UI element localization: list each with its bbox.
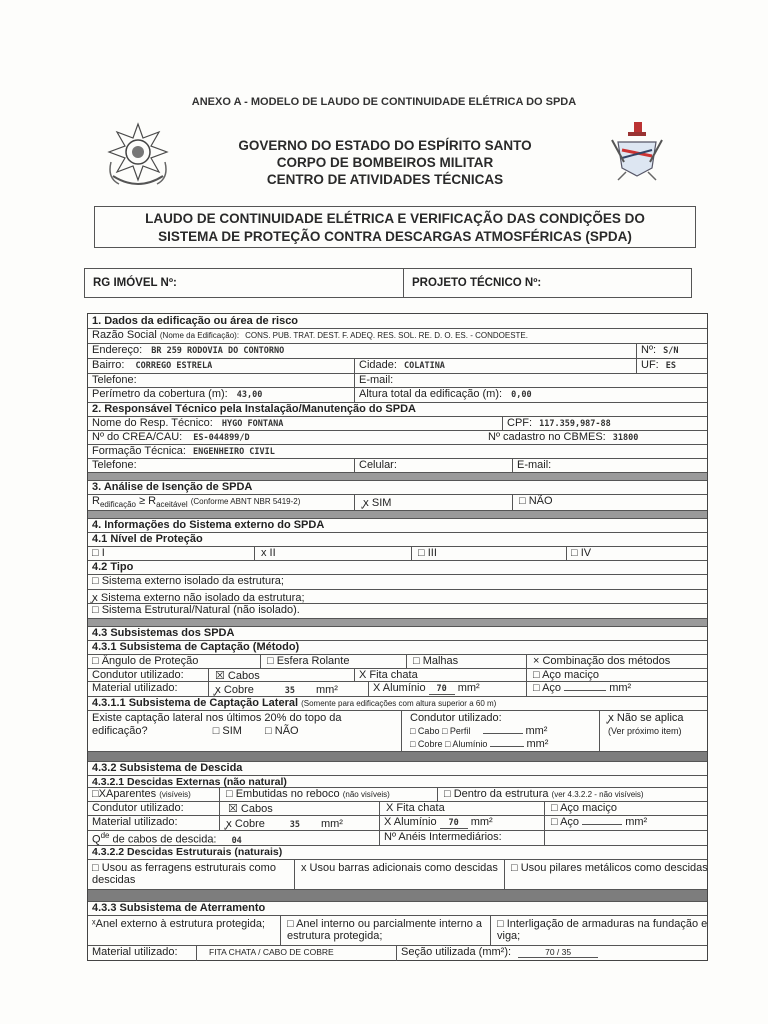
captacao-cobre-value: 35 bbox=[267, 686, 313, 696]
lateral-aluminio-unit: mm² bbox=[526, 738, 549, 750]
lateral-cabo-checkbox[interactable]: □ Cabo bbox=[410, 726, 440, 736]
condutor-captacao-row bbox=[88, 669, 707, 682]
isencao-formula bbox=[88, 495, 354, 510]
angulo-checkbox[interactable] bbox=[88, 655, 260, 668]
anel-externo-checkbox[interactable] bbox=[88, 916, 280, 945]
section2-title: 2. Responsável Técnico pela Instalação/Manutenção do SPDA bbox=[92, 403, 416, 415]
r-edificacao-symbol: R bbox=[92, 495, 100, 507]
contato-resp-row bbox=[88, 459, 707, 473]
esfera-label: □ Esfera Rolante bbox=[267, 655, 350, 667]
razao-social-value: CONS. PUB. TRAT. DEST. F. ADEQ. RES. SOL. RE. D. O. ES. - CONDOESTE. bbox=[245, 331, 528, 340]
nivel-ii-label: x II bbox=[261, 547, 276, 559]
fire-brigade-emblem-icon bbox=[608, 120, 666, 182]
isencao-sim-checkbox[interactable] bbox=[354, 495, 512, 510]
anel-interno-checkbox[interactable] bbox=[280, 916, 490, 945]
razao-social-row[interactable] bbox=[88, 329, 707, 344]
resp-tecnico-field[interactable] bbox=[88, 417, 502, 430]
lateral-title: 4.3.1.1 Subsistema de Captação Lateral bbox=[92, 697, 299, 709]
descida-aluminio-field[interactable] bbox=[379, 816, 544, 830]
captacao-aluminio-value: 70 bbox=[429, 684, 455, 695]
cidade-value: COLATINA bbox=[403, 361, 445, 371]
captacao-aluminio-unit: mm² bbox=[457, 682, 480, 694]
nivel-options-row bbox=[88, 547, 707, 561]
lateral-question bbox=[88, 711, 401, 751]
bairro-label: Bairro: bbox=[92, 359, 125, 371]
aparentes-note: (visíveis) bbox=[159, 790, 191, 799]
anel-externo-mark-icon: ˣ bbox=[92, 918, 96, 930]
isencao-row bbox=[88, 495, 707, 511]
endereco-field[interactable] bbox=[88, 344, 636, 358]
descida-title: 4.3.2 Subsistema de Descida bbox=[92, 762, 243, 774]
descida-aluminio-value: 70 bbox=[440, 818, 468, 829]
section2-header bbox=[88, 403, 707, 417]
email-label: E-mail: bbox=[359, 374, 394, 386]
report-title-line2: SISTEMA DE PROTEÇÃO CONTRA DESCARGAS ATMOSFÉRICAS (SPDA) bbox=[158, 229, 632, 244]
state-coat-of-arms-icon bbox=[105, 122, 171, 192]
material-captacao-row bbox=[88, 682, 707, 697]
uf-value: ES bbox=[665, 361, 677, 371]
descida-cabos-label: ☒ Cabos bbox=[228, 803, 273, 815]
divider-bar bbox=[88, 619, 707, 627]
perimetro-row bbox=[88, 388, 707, 403]
razao-social-note: (Nome da Edificação): bbox=[159, 331, 240, 340]
lateral-sim-checkbox[interactable]: □ SIM bbox=[212, 725, 242, 737]
qde-rest-label: de cabos de descida: bbox=[109, 833, 217, 845]
crea-field[interactable] bbox=[88, 431, 484, 444]
condutor-descida-label: Condutor utilizado: bbox=[92, 802, 184, 814]
secao-field[interactable] bbox=[396, 946, 709, 961]
descida-aco-unit: mm² bbox=[625, 816, 648, 828]
qde-descida-field[interactable] bbox=[88, 831, 379, 845]
captacao-aco-unit: mm² bbox=[609, 682, 632, 694]
divider-bar bbox=[88, 473, 707, 481]
embutidas-label: □ Embutidas no reboco bbox=[226, 788, 340, 800]
lateral-note: (Somente para edificações com altura superior a 60 m) bbox=[301, 699, 497, 708]
nivel-protecao-title: 4.1 Nível de Proteção bbox=[92, 533, 203, 545]
estruturais-row bbox=[88, 860, 707, 890]
resp-telefone-label: Telefone: bbox=[92, 459, 137, 471]
crea-label: Nº do CREA/CAU: bbox=[92, 431, 183, 443]
isencao-note: (Conforme ABNT NBR 5419-2) bbox=[190, 497, 301, 506]
descida-fita-label: X Fita chata bbox=[386, 802, 445, 814]
perimetro-field[interactable] bbox=[88, 388, 354, 402]
material-aterramento-value: FITA CHATA / CABO DE COBRE bbox=[209, 947, 334, 957]
altura-field[interactable] bbox=[354, 388, 709, 402]
section1-header bbox=[88, 314, 707, 329]
lateral-perfil-blank bbox=[483, 733, 523, 734]
resp-celular-label: Celular: bbox=[359, 459, 397, 471]
section4-header bbox=[88, 519, 707, 533]
material-aterramento-field[interactable] bbox=[196, 946, 396, 961]
captacao-header bbox=[88, 641, 707, 655]
isencao-nao-label: □ NÃO bbox=[519, 495, 553, 507]
resp-telefone-field[interactable] bbox=[88, 459, 354, 472]
embutidas-checkbox[interactable] bbox=[219, 788, 437, 801]
divider-bar bbox=[88, 511, 707, 519]
descida-aluminio-unit: mm² bbox=[470, 816, 493, 828]
crea-row bbox=[88, 431, 707, 445]
tipo-header bbox=[88, 561, 707, 575]
captacao-cobre-field[interactable] bbox=[208, 682, 368, 696]
descidas-estruturais-header bbox=[88, 846, 707, 860]
captacao-aco-label: □ Aço bbox=[533, 682, 562, 694]
aneis-field[interactable] bbox=[379, 831, 544, 845]
perimetro-value: 43,00 bbox=[236, 390, 263, 400]
lateral-perfil-checkbox[interactable]: □ Perfil bbox=[441, 726, 471, 736]
material-captacao-label: Material utilizado: bbox=[92, 682, 178, 694]
cpf-label: CPF: bbox=[507, 417, 533, 429]
gov-line-corps: CORPO DE BOMBEIROS MILITAR bbox=[276, 155, 494, 170]
nao-se-aplica-checkbox[interactable] bbox=[599, 711, 709, 751]
aterramento-row bbox=[88, 916, 707, 946]
lateral-condutor bbox=[401, 711, 599, 751]
descida-cobre-value: 35 bbox=[272, 820, 318, 830]
uf-label: UF: bbox=[641, 359, 659, 371]
combinacao-label: × Combinação dos métodos bbox=[533, 655, 671, 667]
combinacao-checkbox[interactable] bbox=[526, 655, 709, 668]
descida-aco-macico-label: □ Aço maciço bbox=[551, 802, 617, 814]
telefone-label: Telefone: bbox=[92, 374, 137, 386]
gov-line-state: GOVERNO DO ESTADO DO ESPÍRITO SANTO bbox=[238, 138, 532, 153]
lateral-aluminio-checkbox[interactable]: □ Alumínio bbox=[444, 739, 488, 749]
resp-tecnico-value: HYGO FONTANA bbox=[221, 419, 284, 429]
cbmes-value: 31800 bbox=[612, 433, 639, 443]
aterramento-header bbox=[88, 902, 707, 916]
descida-aco-macico-checkbox[interactable] bbox=[544, 802, 709, 815]
captacao-cabos-checkbox[interactable] bbox=[208, 669, 354, 681]
resp-email-label: E-mail: bbox=[517, 459, 552, 471]
r-edificacao-sub: edificação bbox=[99, 500, 136, 510]
tipo-title: 4.2 Tipo bbox=[92, 561, 134, 573]
anel-interno-label: □ Anel interno ou parcialmente interno a estrutura protegida; bbox=[287, 918, 482, 942]
lateral-perfil-unit: mm² bbox=[525, 725, 548, 737]
divider-bar bbox=[88, 890, 707, 902]
annex-title: ANEXO A - MODELO DE LAUDO DE CONTINUIDADE ELÉTRICA DO SPDA bbox=[191, 96, 577, 108]
cbmes-field[interactable] bbox=[484, 431, 709, 444]
captacao-cobre-label: ꭙ Cobre bbox=[215, 684, 254, 696]
captacao-aco-field[interactable] bbox=[526, 682, 709, 696]
lateral-condutor-label: Condutor utilizado: bbox=[410, 712, 502, 724]
descida-aco-field[interactable] bbox=[544, 816, 709, 830]
dentro-estrutura-checkbox[interactable] bbox=[437, 788, 709, 801]
descida-cobre-label: ꭙ Cobre bbox=[226, 818, 265, 830]
lateral-cobre-checkbox[interactable]: □ Cobre bbox=[410, 739, 443, 749]
tipo-1-label: □ Sistema externo isolado da estrutura; bbox=[92, 575, 284, 587]
nivel-i-label: □ I bbox=[92, 547, 105, 559]
numero-field[interactable] bbox=[636, 344, 709, 358]
nivel-header bbox=[88, 533, 707, 547]
material-descida-label: Material utilizado: bbox=[92, 816, 178, 828]
uf-field[interactable] bbox=[636, 359, 709, 373]
cpf-value: 117.359,987-88 bbox=[539, 419, 611, 429]
captacao-fita-checkbox[interactable] bbox=[354, 669, 526, 681]
cidade-field[interactable] bbox=[354, 359, 636, 373]
tipo-2-label: ꭙ Sistema externo não isolado da estrutura; bbox=[92, 592, 305, 603]
lateral-aluminio-blank bbox=[490, 746, 524, 747]
qde-label: Q bbox=[92, 833, 101, 845]
interligacao-checkbox[interactable] bbox=[490, 916, 709, 945]
isencao-nao-checkbox[interactable] bbox=[512, 495, 709, 510]
nivel-iv-checkbox[interactable] bbox=[566, 547, 709, 560]
formacao-value: ENGENHEIRO CIVIL bbox=[193, 447, 275, 457]
report-form bbox=[87, 313, 708, 961]
descida-fita-checkbox[interactable] bbox=[379, 802, 544, 815]
anel-externo-label: Anel externo à estrutura protegida; bbox=[95, 918, 265, 930]
endereco-value: BR 259 RODOVIA DO CONTORNO bbox=[151, 346, 285, 356]
qde-descida-row bbox=[88, 831, 707, 846]
numero-value: S/N bbox=[663, 346, 679, 356]
altura-value: 0,00 bbox=[511, 390, 532, 400]
condutor-captacao-label: Condutor utilizado: bbox=[92, 669, 184, 681]
secao-label: Seção utilizada (mm²): bbox=[401, 946, 512, 958]
ferragens-label: □ Usou as ferragens estruturais como descidas bbox=[92, 862, 276, 886]
lateral-nao-checkbox[interactable]: □ NÃO bbox=[265, 725, 299, 737]
rg-imovel-field[interactable] bbox=[85, 269, 404, 297]
aterramento-title: 4.3.3 Subsistema de Aterramento bbox=[92, 902, 266, 914]
qde-value: 04 bbox=[231, 835, 242, 845]
formacao-label: Formação Técnica: bbox=[92, 445, 186, 457]
nivel-ii-checkbox[interactable] bbox=[254, 547, 411, 560]
captacao-aco-blank bbox=[564, 690, 606, 691]
descida-tipo-row bbox=[88, 788, 707, 802]
tipo-3-label: □ Sistema Estrutural/Natural (não isolado). bbox=[92, 604, 300, 616]
projeto-tecnico-label: PROJETO TÉCNICO Nº: bbox=[412, 277, 542, 289]
captacao-fita-label: X Fita chata bbox=[359, 669, 418, 681]
projeto-tecnico-field[interactable] bbox=[404, 269, 691, 297]
descida-aco-label: □ Aço bbox=[551, 816, 580, 828]
esfera-checkbox[interactable] bbox=[260, 655, 406, 668]
lateral-header bbox=[88, 697, 707, 711]
nivel-iii-checkbox[interactable] bbox=[411, 547, 566, 560]
numero-label: Nº: bbox=[641, 344, 657, 356]
ferragens-checkbox[interactable] bbox=[88, 860, 294, 889]
material-aterramento-label: Material utilizado: bbox=[92, 946, 178, 958]
email-field[interactable] bbox=[354, 374, 709, 387]
material-aterramento-row bbox=[88, 946, 707, 961]
resp-tecnico-row bbox=[88, 417, 707, 431]
nao-se-aplica-label: ꭙ Não se aplica bbox=[608, 712, 684, 724]
cbmes-label: Nº cadastro no CBMES: bbox=[488, 431, 606, 443]
resp-tecnico-label: Nome do Resp. Técnico: bbox=[92, 417, 213, 429]
gov-line-center: CENTRO DE ATIVIDADES TÉCNICAS bbox=[266, 172, 504, 187]
perimetro-label: Perímetro da cobertura (m): bbox=[92, 388, 228, 400]
bairro-value: CORREGO ESTRELA bbox=[135, 361, 213, 371]
r-aceitavel-sub: aceitável bbox=[156, 500, 188, 510]
section3-header bbox=[88, 481, 707, 495]
descida-header bbox=[88, 762, 707, 776]
government-header bbox=[200, 137, 570, 188]
telefone-row bbox=[88, 374, 707, 388]
descida-aco-blank bbox=[582, 824, 622, 825]
report-title-box bbox=[94, 206, 696, 248]
endereco-label: Endereço: bbox=[92, 344, 143, 356]
razao-social-label: Razão Social bbox=[92, 329, 157, 341]
captacao-aco-macico-checkbox[interactable] bbox=[526, 669, 709, 681]
section3-title: 3. Análise de Isenção de SPDA bbox=[92, 481, 253, 493]
interligacao-label: □ Interligação de armaduras na fundação e viga; bbox=[497, 918, 708, 942]
cpf-field[interactable] bbox=[502, 417, 709, 430]
r-aceitavel-symbol: ≥ R bbox=[135, 495, 157, 507]
section1-title: 1. Dados da edificação ou área de risco bbox=[92, 315, 299, 327]
captacao-cobre-unit: mm² bbox=[315, 684, 338, 696]
altura-label: Altura total da edificação (m): bbox=[359, 388, 503, 400]
crea-value: ES-044899/D bbox=[193, 433, 250, 443]
captacao-aluminio-field[interactable] bbox=[368, 682, 526, 696]
divider-bar bbox=[88, 752, 707, 762]
captacao-cabos-label: ☒ Cabos bbox=[215, 670, 260, 681]
rg-imovel-label: RG IMÓVEL Nº: bbox=[93, 277, 177, 289]
resp-celular-field[interactable] bbox=[354, 459, 512, 472]
lateral-row bbox=[88, 711, 707, 752]
embutidas-note: (não visíveis) bbox=[342, 790, 390, 799]
descida-cobre-field[interactable] bbox=[219, 816, 379, 830]
barras-checkbox[interactable] bbox=[294, 860, 504, 889]
endereco-row bbox=[88, 344, 707, 359]
descida-cobre-unit: mm² bbox=[320, 818, 343, 830]
section4-title: 4. Informações do Sistema externo do SPDA bbox=[92, 519, 325, 531]
lateral-question-line1: Existe captação lateral nos últimos 20% do topo da bbox=[92, 712, 342, 724]
section43-title: 4.3 Subsistemas dos SPDA bbox=[92, 627, 235, 639]
telefone-field[interactable] bbox=[88, 374, 354, 387]
nivel-iii-label: □ III bbox=[418, 547, 437, 559]
resp-email-field[interactable] bbox=[512, 459, 709, 472]
barras-label: x Usou barras adicionais como descidas bbox=[301, 862, 498, 874]
ver-proximo-item: (Ver próximo item) bbox=[608, 726, 682, 736]
tipo-1-checkbox[interactable] bbox=[88, 575, 707, 590]
tipo-2-checkbox[interactable] bbox=[88, 590, 707, 604]
dentro-estrutura-label: □ Dentro da estrutura bbox=[444, 788, 549, 800]
bairro-row bbox=[88, 359, 707, 374]
nivel-i-checkbox[interactable] bbox=[88, 547, 254, 560]
formacao-row[interactable] bbox=[88, 445, 707, 459]
captacao-aluminio-label: X Alumínio bbox=[373, 682, 426, 694]
malhas-label: □ Malhas bbox=[413, 655, 459, 667]
descida-aluminio-label: X Alumínio bbox=[384, 816, 437, 828]
aparentes-label: □XAparentes bbox=[92, 788, 157, 800]
aneis-value-field[interactable] bbox=[544, 831, 709, 845]
bairro-field[interactable] bbox=[88, 359, 354, 373]
isencao-sim-label: ꭙ SIM bbox=[363, 497, 392, 509]
pilares-label: □ Usou pilares metálicos como descidas bbox=[511, 862, 708, 874]
rg-project-box bbox=[84, 268, 692, 298]
malhas-checkbox[interactable] bbox=[406, 655, 526, 668]
lateral-question-line2: edificação? bbox=[92, 725, 148, 737]
report-title-line1: LAUDO DE CONTINUIDADE ELÉTRICA E VERIFICAÇÃO DAS CONDIÇÕES DO bbox=[145, 211, 645, 226]
tipo-3-checkbox[interactable] bbox=[88, 604, 707, 619]
descidas-externas-header bbox=[88, 776, 707, 788]
aneis-label: Nº Anéis Intermediários: bbox=[384, 831, 502, 843]
section43-header bbox=[88, 627, 707, 641]
pilares-checkbox[interactable] bbox=[504, 860, 709, 889]
dentro-estrutura-note: (ver 4.3.2.2 - não visíveis) bbox=[551, 790, 644, 799]
captacao-aco-macico-label: □ Aço maciço bbox=[533, 669, 599, 681]
qde-sup: de bbox=[100, 831, 110, 840]
cidade-label: Cidade: bbox=[359, 359, 397, 371]
descidas-externas-title: 4.3.2.1 Descidas Externas (não natural) bbox=[92, 776, 287, 787]
angulo-label: □ Ângulo de Proteção bbox=[92, 655, 199, 667]
aparentes-checkbox[interactable] bbox=[88, 788, 219, 801]
secao-value: 70 / 35 bbox=[518, 947, 598, 958]
metodo-row bbox=[88, 655, 707, 669]
condutor-descida-row bbox=[88, 802, 707, 816]
descidas-estruturais-title: 4.3.2.2 Descidas Estruturais (naturais) bbox=[92, 846, 283, 858]
nivel-iv-label: □ IV bbox=[571, 547, 592, 559]
captacao-title: 4.3.1 Subsistema de Captação (Método) bbox=[92, 641, 300, 653]
descida-cabos-checkbox[interactable] bbox=[219, 802, 379, 815]
material-descida-row bbox=[88, 816, 707, 831]
